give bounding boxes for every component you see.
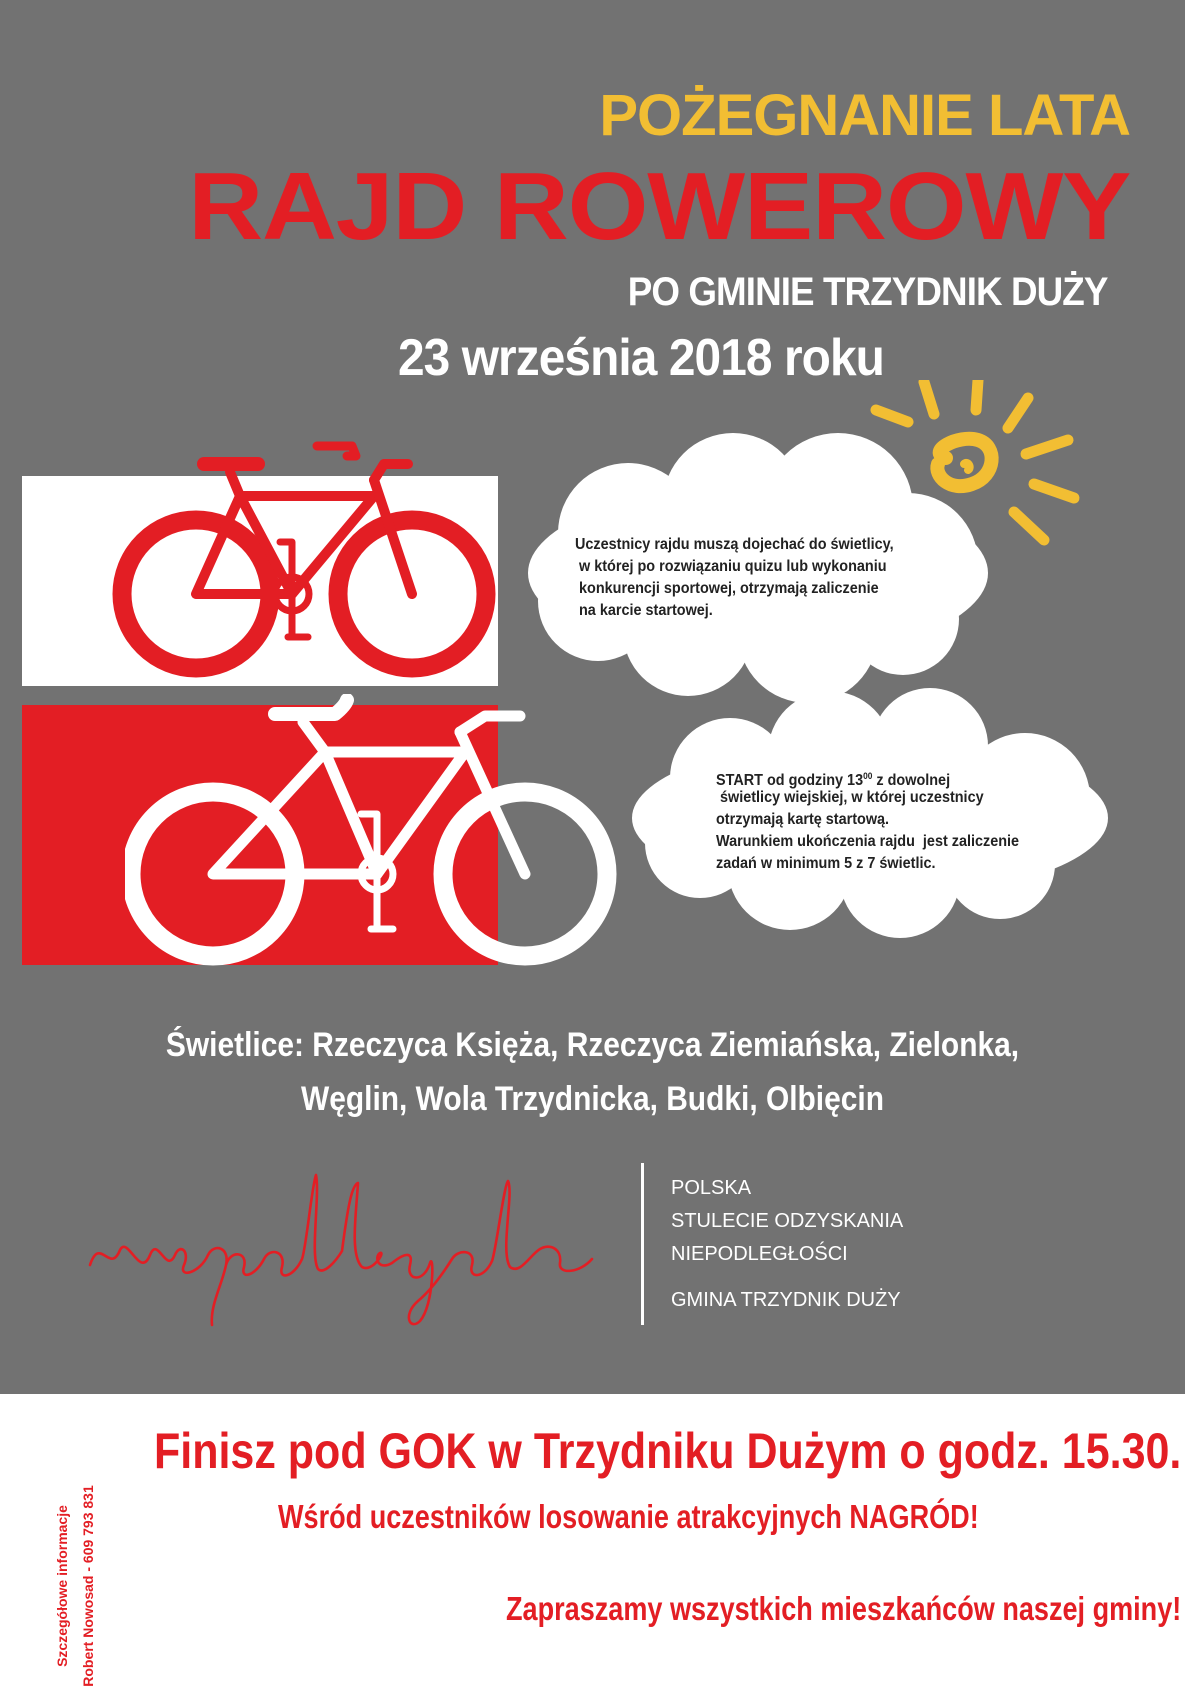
- contact-line2: Robert Nowosad - 609 793 831: [80, 1485, 96, 1687]
- cloud2-text-start: START od godziny $13^{00}$ z dowolnej: [716, 771, 951, 790]
- swietlice-line2: Węglin, Wola Trzydnicka, Budki, Olbięcin: [300, 1080, 884, 1118]
- bicycle-icon: [112, 432, 507, 687]
- swietlice-list: [71, 1018, 1114, 1126]
- logo-text-niepodleglosci: NIEPODLEGŁOŚCI: [671, 1243, 848, 1265]
- cloud2-text: świetlicy wiejskiej, w której uczestnicy otrzymają kartę startową. Warunkiem ukończenia rajdu jest zaliczenie zadań w minimum 5 z 7 świetlic.: [716, 789, 1020, 872]
- invitation: Zapraszamy wszystkich mieszkańców naszej gminy!: [506, 1590, 1182, 1627]
- finish-info: Finisz pod GOK w Trzydniku Dużym o godz. 15.30.: [154, 1423, 1182, 1479]
- bicycle-icon: [125, 694, 635, 984]
- start-hour-superscript: 00: [863, 771, 873, 781]
- event-title: RAJD ROWEROWY: [187, 153, 1130, 260]
- logo-divider: [641, 1163, 644, 1325]
- cloud1-text: Uczestnicy rajdu muszą dojechać do świetlicy, w której po rozwiązaniu quizu lub wykonaniu konkurencji sportowej, otrzymają zaliczenie na karcie startowej.: [575, 536, 894, 619]
- logo-text-gmina: GMINA TRZYDNIK DUŻY: [671, 1289, 901, 1311]
- event-location: PO GMINIE TRZYDNIK DUŻY: [627, 270, 1107, 314]
- event-date: 23 września 2018 roku: [398, 329, 884, 387]
- swietlice-line1: Świetlice: Rzeczyca Księża, Rzeczyca Ziemiańska, Zielonka,: [165, 1026, 1020, 1064]
- logo-text-polska: POLSKA: [671, 1177, 752, 1199]
- event-subtitle: POŻEGNANIE LATA: [599, 83, 1130, 148]
- niepodlegla-logo: [80, 1155, 620, 1335]
- contact-line1: Szczegółowe informacje: [54, 1505, 70, 1667]
- contact-info: [49, 1441, 101, 1687]
- logo-text-stulecie: STULECIE ODZYSKANIA: [671, 1210, 904, 1232]
- prizes-info: Wśród uczestników losowanie atrakcyjnych NAGRÓD!: [278, 1498, 979, 1535]
